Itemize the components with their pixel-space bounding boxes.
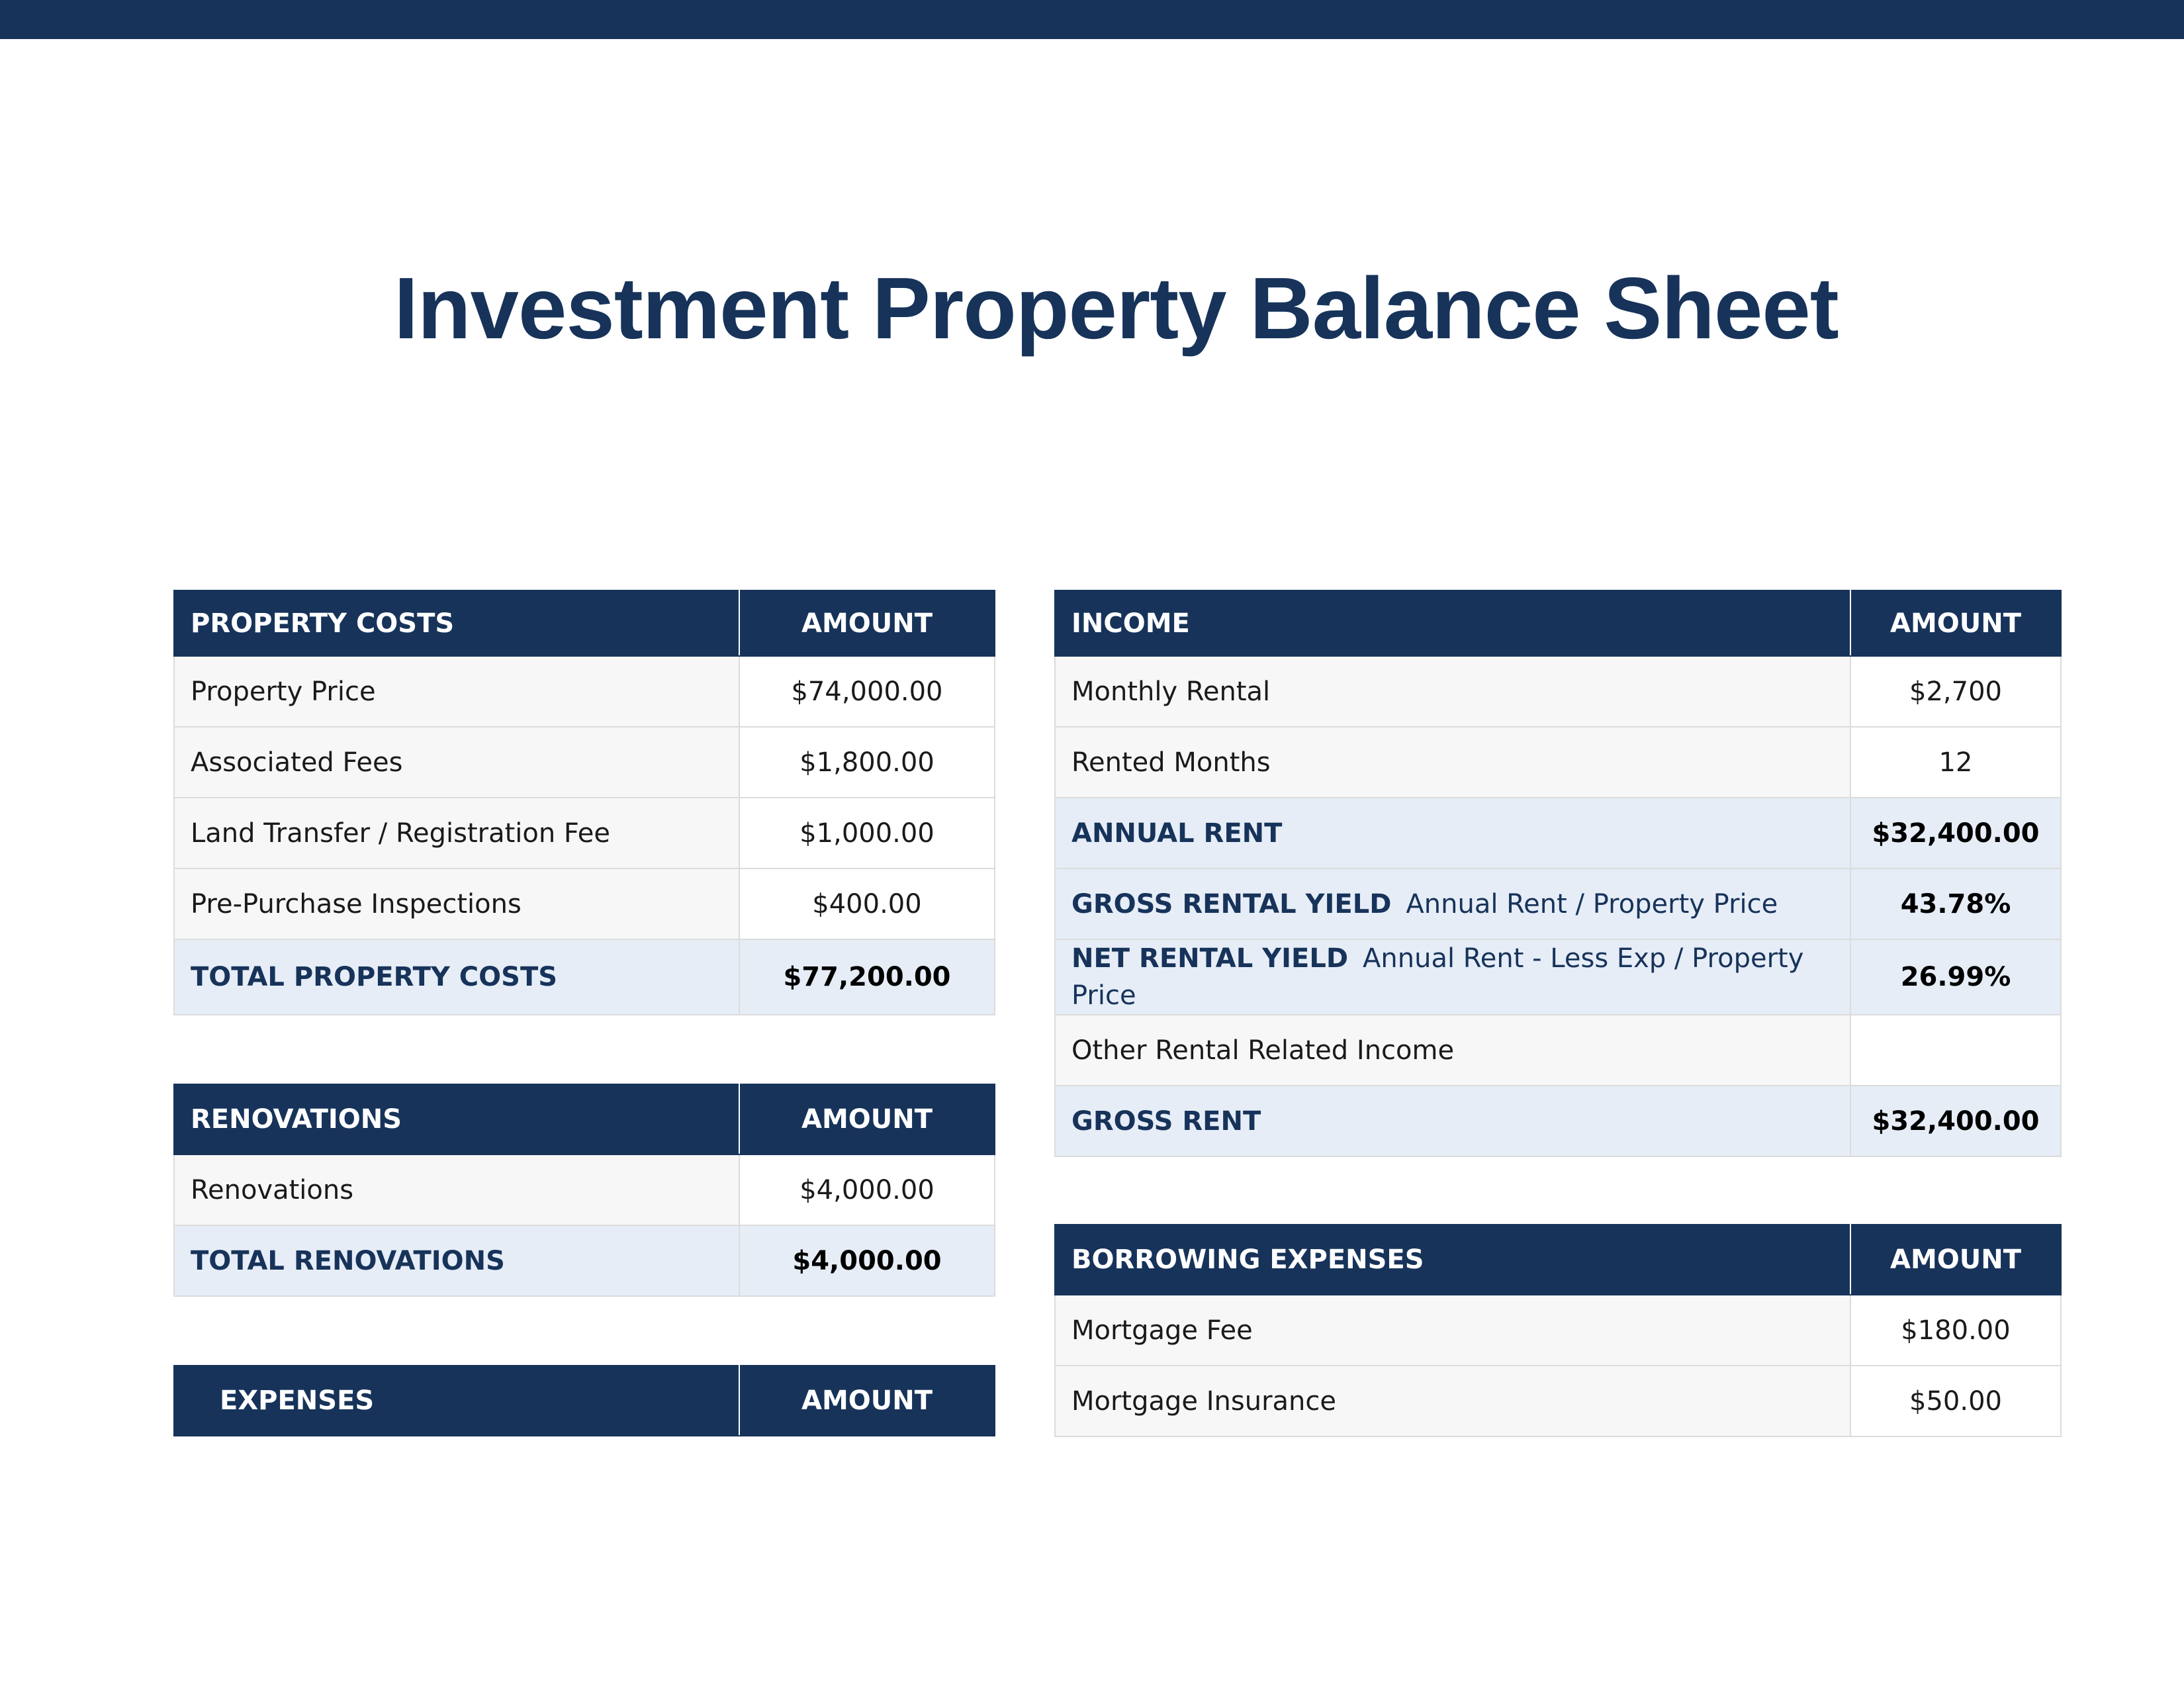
row-label: Pre-Purchase Inspections (174, 868, 739, 939)
table-row (174, 868, 995, 939)
table-row (174, 1154, 995, 1225)
top-accent-bar (0, 0, 2184, 39)
amount-header: AMOUNT (739, 1366, 995, 1436)
row-label: Mortgage Fee (1055, 1295, 1850, 1366)
expenses-table (173, 1365, 995, 1436)
net-rental-yield-amount: 26.99% (1850, 939, 2061, 1015)
table-row (174, 798, 995, 868)
other-income-label: Other Rental Related Income (1055, 1015, 1850, 1086)
net-rental-yield-formula: Annual Rent - Less Exp / Property Price (1071, 943, 1804, 1011)
amount-header: AMOUNT (1850, 1225, 2061, 1295)
renovations-table (173, 1084, 995, 1297)
row-label: Property Price (174, 656, 739, 727)
gross-rent-row (1055, 1086, 2061, 1156)
table-row (1055, 1015, 2061, 1086)
row-amount[interactable]: 12 (1850, 727, 2061, 798)
income-table (1054, 590, 2062, 1157)
net-rental-yield-label: NET RENTAL YIELD (1071, 943, 1349, 974)
row-amount[interactable]: $400.00 (739, 868, 995, 939)
table-header-row (174, 1084, 995, 1154)
amount-header: AMOUNT (739, 590, 995, 656)
table-row (1055, 727, 2061, 798)
gross-rental-yield-label: GROSS RENTAL YIELD (1071, 888, 1392, 919)
annual-rent-label: ANNUAL RENT (1055, 798, 1850, 868)
gross-rental-yield-formula: Annual Rent / Property Price (1406, 888, 1778, 919)
annual-rent-row (1055, 798, 2061, 868)
table-header-row (1055, 590, 2061, 656)
borrowing-expenses-header: BORROWING EXPENSES (1055, 1225, 1850, 1295)
amount-header: AMOUNT (1850, 590, 2061, 656)
total-property-costs-label: TOTAL PROPERTY COSTS (174, 939, 739, 1015)
gross-rental-yield-cell (1055, 868, 1850, 939)
total-row (174, 1225, 995, 1296)
net-rental-yield-cell (1055, 939, 1850, 1015)
row-amount[interactable]: $2,700 (1850, 656, 2061, 727)
table-row (1055, 1295, 2061, 1366)
property-costs-header: PROPERTY COSTS (174, 590, 739, 656)
gross-rental-yield-amount: 43.78% (1850, 868, 2061, 939)
row-amount[interactable]: $50.00 (1850, 1366, 2061, 1436)
gross-rental-yield-row (1055, 868, 2061, 939)
row-label: Renovations (174, 1154, 739, 1225)
expenses-header: EXPENSES (174, 1366, 739, 1436)
gross-rent-amount: $32,400.00 (1850, 1086, 2061, 1156)
row-label: Rented Months (1055, 727, 1850, 798)
amount-header: AMOUNT (739, 1084, 995, 1154)
row-label: Monthly Rental (1055, 656, 1850, 727)
total-property-costs-amount: $77,200.00 (739, 939, 995, 1015)
renovations-header: RENOVATIONS (174, 1084, 739, 1154)
total-renovations-label: TOTAL RENOVATIONS (174, 1225, 739, 1296)
other-income-amount[interactable] (1850, 1015, 2061, 1086)
row-amount[interactable]: $74,000.00 (739, 656, 995, 727)
table-header-row (174, 590, 995, 656)
row-amount[interactable]: $1,800.00 (739, 727, 995, 798)
total-row (174, 939, 995, 1015)
table-row (174, 656, 995, 727)
table-header-row (174, 1366, 995, 1436)
table-header-row (1055, 1225, 2061, 1295)
row-label: Associated Fees (174, 727, 739, 798)
table-row (1055, 656, 2061, 727)
row-label: Mortgage Insurance (1055, 1366, 1850, 1436)
row-label: Land Transfer / Registration Fee (174, 798, 739, 868)
row-amount[interactable]: $180.00 (1850, 1295, 2061, 1366)
borrowing-expenses-table (1054, 1224, 2062, 1437)
table-row (174, 727, 995, 798)
gross-rent-label: GROSS RENT (1055, 1086, 1850, 1156)
table-row (1055, 1366, 2061, 1436)
income-header: INCOME (1055, 590, 1850, 656)
row-amount[interactable]: $1,000.00 (739, 798, 995, 868)
property-costs-table (173, 590, 995, 1015)
total-renovations-amount: $4,000.00 (739, 1225, 995, 1296)
row-amount[interactable]: $4,000.00 (739, 1154, 995, 1225)
annual-rent-amount: $32,400.00 (1850, 798, 2061, 868)
page-title: Investment Property Balance Sheet (394, 259, 1839, 357)
net-rental-yield-row (1055, 939, 2061, 1015)
